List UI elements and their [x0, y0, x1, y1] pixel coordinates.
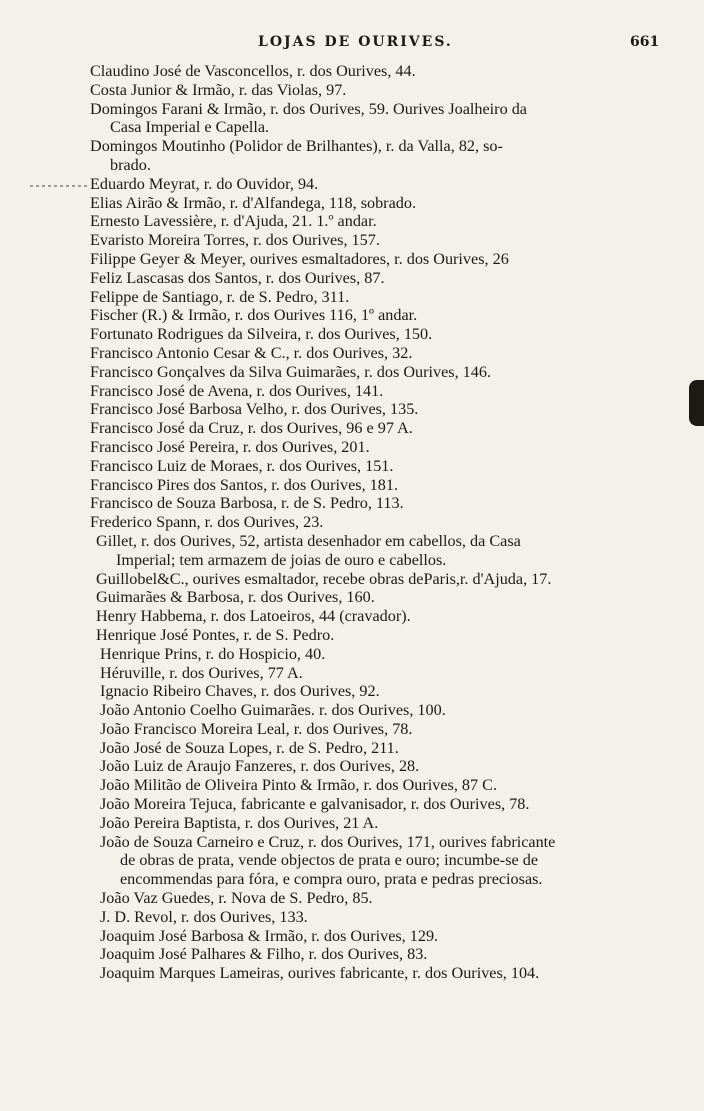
entry-line: Joaquim Marques Lameiras, ourives fabricante, r. dos Ourives, 104. — [100, 964, 540, 983]
entry-line: Francisco José Barbosa Velho, r. dos Ourives, 135. — [90, 400, 419, 419]
entry-line: Costa Junior & Irmão, r. das Violas, 97. — [90, 80, 347, 99]
entry-continuation-line: de obras de prata, vende objectos de prata e ouro; incumbe-se de — [120, 851, 539, 870]
entry-line: Francisco de Souza Barbosa, r. de S. Pedro, 113. — [90, 494, 404, 513]
entry-line: Fischer (R.) & Irmão, r. dos Ourives 116, 1º andar. — [90, 306, 418, 325]
entry-line: Francisco José de Avena, r. dos Ourives, 141. — [90, 381, 384, 400]
entry-line: Guimarães & Barbosa, r. dos Ourives, 160. — [96, 588, 375, 607]
entry-continuation-line: Imperial; tem armazem de joias de ouro e cabellos. — [116, 550, 447, 569]
ink-blot-mark — [689, 380, 704, 426]
entry-line: João Antonio Coelho Guimarães. r. dos Ourives, 100. — [100, 701, 446, 720]
entry-line: Joaquim José Palhares & Filho, r. dos Ourives, 83. — [100, 945, 428, 964]
entry-line: João Luiz de Araujo Fanzeres, r. dos Ourives, 28. — [100, 757, 420, 776]
entry-line: João de Souza Carneiro e Cruz, r. dos Ourives, 171, ourives fabricante — [100, 832, 556, 851]
entry-line: João Militão de Oliveira Pinto & Irmão, r. dos Ourives, 87 C. — [100, 776, 497, 795]
entry-line: Henrique José Pontes, r. de S. Pedro. — [96, 625, 335, 644]
directory-entry — [90, 363, 680, 382]
directory-entry — [90, 100, 680, 138]
entry-continuation-line: brado. — [110, 155, 151, 174]
entry-line: Joaquim José Barbosa & Irmão, r. dos Ourives, 129. — [100, 926, 439, 945]
directory-entry — [100, 889, 680, 908]
entry-line: Guillobel&C., ourives esmaltador, recebe obras deParis,r. d'Ajuda, 17. — [96, 569, 552, 588]
directory-entry — [100, 908, 680, 927]
directory-entry — [100, 945, 680, 964]
directory-entry — [90, 269, 680, 288]
directory-entry — [90, 513, 680, 532]
entry-line: Francisco José da Cruz, r. dos Ourives, 96 e 97 A. — [90, 419, 413, 438]
directory-entry — [100, 645, 680, 664]
directory-entry — [100, 664, 680, 683]
entry-line: Henry Habbema, r. dos Latoeiros, 44 (cravador). — [96, 607, 411, 626]
directory-entry — [90, 438, 680, 457]
directory-entry — [100, 739, 680, 758]
page-header — [0, 34, 704, 56]
page-number: 661 — [630, 34, 660, 50]
directory-entry — [90, 476, 680, 495]
entry-line: Ignacio Ribeiro Chaves, r. dos Ourives, 92. — [100, 682, 380, 701]
directory-entry — [90, 325, 680, 344]
entry-line: Héruville, r. dos Ourives, 77 A. — [100, 663, 303, 682]
entry-line: Filippe Geyer & Meyer, ourives esmaltadores, r. dos Ourives, 26 — [90, 249, 509, 268]
page-title: LOJAS DE OURIVES. — [258, 34, 453, 50]
entry-line: Gillet, r. dos Ourives, 52, artista desenhador em cabellos, da Casa — [96, 531, 521, 550]
directory-entry — [90, 382, 680, 401]
directory-entry — [100, 833, 680, 889]
entry-line: Francisco Pires dos Santos, r. dos Ourives, 181. — [90, 475, 398, 494]
directory-entry — [100, 757, 680, 776]
directory-entry — [100, 682, 680, 701]
directory-entry — [90, 306, 680, 325]
directory-entry — [90, 400, 680, 419]
entry-line: Elias Airão & Irmão, r. d'Alfandega, 118, sobrado. — [90, 193, 416, 212]
entry-line: J. D. Revol, r. dos Ourives, 133. — [100, 907, 308, 926]
directory-entry — [90, 212, 680, 231]
directory-entry — [96, 607, 680, 626]
directory-entry — [90, 137, 680, 175]
entry-line: Francisco Gonçalves da Silva Guimarães, r. dos Ourives, 146. — [90, 362, 492, 381]
margin-dash-mark — [30, 183, 88, 189]
entry-line: Claudino José de Vasconcellos, r. dos Ourives, 44. — [90, 62, 416, 80]
entry-line: Henrique Prins, r. do Hospicio, 40. — [100, 644, 326, 663]
directory-entry — [100, 701, 680, 720]
directory-entry — [90, 457, 680, 476]
directory-entry — [96, 532, 680, 570]
directory-entry — [96, 588, 680, 607]
directory-entry — [100, 814, 680, 833]
entry-line: Domingos Farani & Irmão, r. dos Ourives, 59. Ourives Joalheiro da — [90, 99, 527, 118]
directory-entry — [100, 964, 680, 983]
entry-line: João Vaz Guedes, r. Nova de S. Pedro, 85. — [100, 889, 373, 908]
entry-line: Frederico Spann, r. dos Ourives, 23. — [90, 513, 324, 532]
directory-entry — [100, 720, 680, 739]
directory-entry — [90, 288, 680, 307]
directory-entry — [90, 62, 680, 81]
directory-entry — [100, 795, 680, 814]
directory-entry — [96, 626, 680, 645]
entry-line: Fortunato Rodrigues da Silveira, r. dos Ourives, 150. — [90, 325, 433, 344]
entry-line: Francisco Luiz de Moraes, r. dos Ourives, 151. — [90, 456, 394, 475]
entry-continuation-line: encommendas para fóra, e compra ouro, prata e pedras preciosas. — [120, 870, 543, 889]
entry-line: João José de Souza Lopes, r. de S. Pedro, 211. — [100, 738, 399, 757]
directory-entry — [90, 231, 680, 250]
entry-line: Evaristo Moreira Torres, r. dos Ourives, 157. — [90, 231, 380, 250]
directory-entry — [90, 194, 680, 213]
directory-entry — [90, 175, 680, 194]
entry-continuation-line: Casa Imperial e Capella. — [110, 118, 270, 137]
entry-list — [90, 62, 680, 983]
entry-line: Domingos Moutinho (Polidor de Brilhantes), r. da Valla, 82, so- — [90, 137, 503, 156]
directory-entry — [90, 419, 680, 438]
entry-line: Ernesto Lavessière, r. d'Ajuda, 21. 1.º andar. — [90, 212, 377, 231]
directory-entry — [90, 81, 680, 100]
directory-entry — [90, 494, 680, 513]
entry-line: Feliz Lascasas dos Santos, r. dos Ourives, 87. — [90, 268, 385, 287]
entry-line: Eduardo Meyrat, r. do Ouvidor, 94. — [90, 174, 319, 193]
directory-entry — [90, 250, 680, 269]
directory-entry — [100, 776, 680, 795]
directory-entry — [100, 927, 680, 946]
entry-line: Felippe de Santiago, r. de S. Pedro, 311. — [90, 287, 350, 306]
directory-entry — [96, 570, 680, 589]
directory-entry — [90, 344, 680, 363]
entry-line: João Moreira Tejuca, fabricante e galvanisador, r. dos Ourives, 78. — [100, 795, 530, 814]
entry-line: Francisco Antonio Cesar & C., r. dos Ourives, 32. — [90, 343, 413, 362]
entry-line: João Francisco Moreira Leal, r. dos Ourives, 78. — [100, 719, 413, 738]
entry-line: João Pereira Baptista, r. dos Ourives, 21 A. — [100, 813, 379, 832]
entry-line: Francisco José Pereira, r. dos Ourives, 201. — [90, 437, 370, 456]
